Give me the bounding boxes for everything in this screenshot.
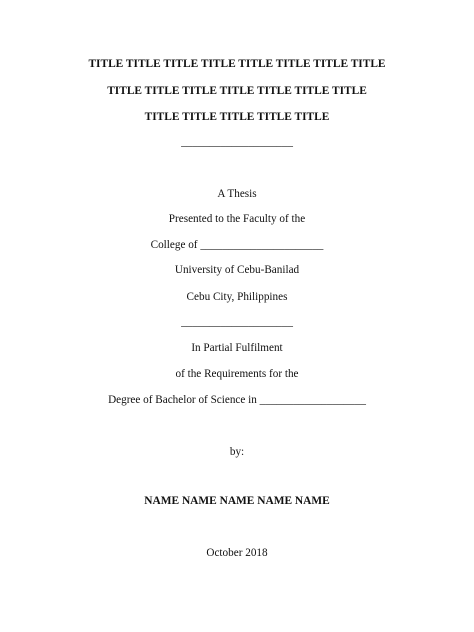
date-line: October 2018 bbox=[206, 547, 268, 559]
middle-rule: ____________________ bbox=[181, 316, 293, 328]
presented-to-line: Presented to the Faculty of the bbox=[168, 213, 306, 225]
title-line-2: TITLE TITLE TITLE TITLE TITLE TITLE TITLE bbox=[107, 85, 367, 97]
fulfilment-line-1: In Partial Fulfilment bbox=[191, 342, 283, 354]
by-label: by: bbox=[229, 446, 245, 458]
fulfilment-line-2: of the Requirements for the bbox=[175, 368, 299, 380]
location-line: Cebu City, Philippines bbox=[186, 291, 288, 303]
degree-line: Degree of Bachelor of Science in ___________________ bbox=[108, 394, 366, 406]
title-line-1: TITLE TITLE TITLE TITLE TITLE TITLE TITLE TITLE bbox=[88, 58, 386, 70]
title-rule: ____________________ bbox=[181, 136, 293, 148]
title-line-3: TITLE TITLE TITLE TITLE TITLE bbox=[144, 111, 330, 123]
university-line: University of Cebu-Banilad bbox=[174, 264, 300, 276]
document-type: A Thesis bbox=[217, 188, 257, 200]
author-name: NAME NAME NAME NAME NAME bbox=[144, 495, 330, 507]
college-line: College of ______________________ bbox=[150, 239, 324, 251]
